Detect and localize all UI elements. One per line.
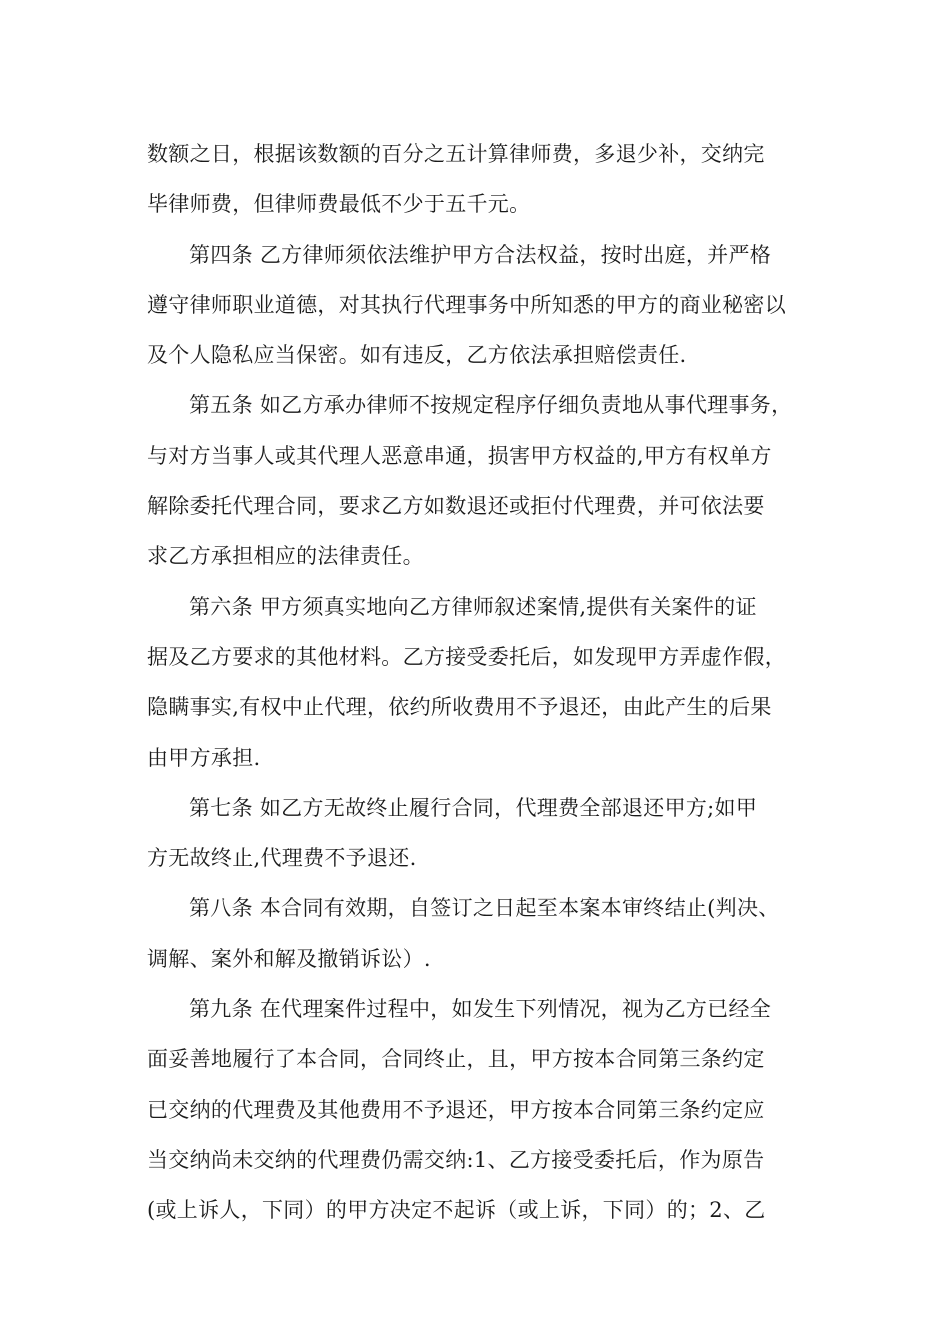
text-line: 方无故终止,代理费不予退还.	[147, 846, 417, 871]
text-line: 遵守律师职业道德，对其执行代理事务中所知悉的甲方的商业秘密以	[147, 292, 786, 317]
text-line: 与对方当事人或其代理人恶意串通，损害甲方权益的,甲方有权单方	[147, 443, 772, 468]
article-5-heading-line: 第五条 如乙方承办律师不按规定程序仔细负责地从事代理事务，	[189, 393, 793, 418]
text-line: 据及乙方要求的其他材料。乙方接受委托后，如发现甲方弄虚作假，	[147, 644, 786, 669]
text-line: 求乙方承担相应的法律责任。	[147, 544, 424, 569]
text-line: 隐瞒事实,有权中止代理，依约所收费用不予退还，由此产生的后果	[147, 695, 772, 720]
article-9-heading-line: 第九条 在代理案件过程中，如发生下列情况，视为乙方已经全	[189, 997, 772, 1022]
document-body	[147, 129, 817, 1236]
text-line: (或上诉人，下同）的甲方决定不起诉（或上诉，下同）的；2、乙	[147, 1198, 766, 1223]
text-line: 已交纳的代理费及其他费用不予退还，甲方按本合同第三条约定应	[147, 1097, 765, 1122]
article-6-heading-line: 第六条 甲方须真实地向乙方律师叙述案情,提供有关案件的证	[189, 594, 757, 619]
text-line: 解除委托代理合同，要求乙方如数退还或拒付代理费，并可依法要	[147, 494, 765, 519]
text-line: 调解、案外和解及撤销诉讼）.	[147, 946, 431, 971]
text-line: 面妥善地履行了本合同，合同终止，且，甲方按本合同第三条约定	[147, 1047, 765, 1072]
text-line: 及个人隐私应当保密。如有违反，乙方依法承担赔偿责任.	[147, 343, 687, 368]
text-line: 当交纳尚未交纳的代理费仍需交纳:1、乙方接受委托后，作为原告	[147, 1147, 765, 1172]
text-line: 数额之日，根据该数额的百分之五计算律师费，多退少补，交纳完	[147, 142, 765, 166]
article-7-heading-line: 第七条 如乙方无故终止履行合同，代理费全部退还甲方;如甲	[189, 795, 758, 820]
article-8-heading-line: 第八条 本合同有效期，自签订之日起至本案本审终结止(判决、	[189, 896, 780, 921]
text-line: 由甲方承担.	[147, 745, 261, 770]
text-line: 毕律师费，但律师费最低不少于五千元。	[147, 192, 531, 217]
article-4-heading-line: 第四条 乙方律师须依法维护甲方合法权益，按时出庭，并严格	[189, 242, 772, 267]
